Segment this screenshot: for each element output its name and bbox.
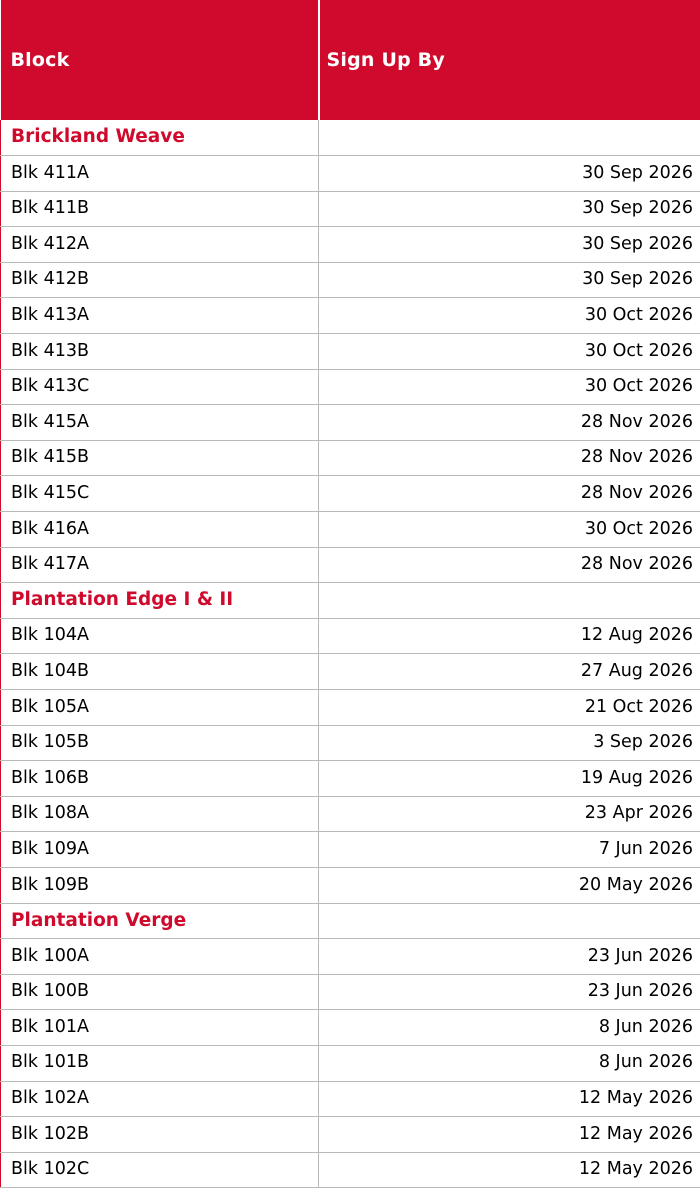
signup-by-date: 23 Apr 2026 [319,796,700,832]
block-name: Blk 411A [1,156,319,192]
table-row [1,440,700,476]
block-name: Blk 105A [1,690,319,726]
table-row [1,1045,700,1081]
signup-by-date: 8 Jun 2026 [319,1010,700,1046]
table-row [1,1010,700,1046]
signup-by-date: 8 Jun 2026 [319,1045,700,1081]
signup-by-date: 30 Sep 2026 [319,227,700,263]
table-row [1,405,700,441]
signup-by-date: 28 Nov 2026 [319,440,700,476]
signup-by-date: 3 Sep 2026 [319,725,700,761]
table-row [1,690,700,726]
block-name: Blk 102C [1,1152,319,1188]
signup-by-date [319,903,700,939]
block-name: Blk 106B [1,761,319,797]
table-row [1,939,700,975]
table-row [1,618,700,654]
table-row [1,796,700,832]
block-name: Blk 416A [1,512,319,548]
table-row [1,761,700,797]
signup-by-date: 12 May 2026 [319,1152,700,1188]
block-name: Blk 104B [1,654,319,690]
signup-by-date: 21 Oct 2026 [319,690,700,726]
block-name: Blk 411B [1,191,319,227]
signup-by-date: 12 May 2026 [319,1117,700,1153]
table-row [1,1081,700,1117]
signup-by-date: 30 Sep 2026 [319,156,700,192]
signup-by-date: 7 Jun 2026 [319,832,700,868]
table-row [1,156,700,192]
signup-by-date: 30 Oct 2026 [319,512,700,548]
signup-by-date [319,583,700,619]
table-row [1,262,700,298]
block-name: Blk 101B [1,1045,319,1081]
table-header-row [1,0,700,120]
block-name: Blk 413B [1,334,319,370]
block-name: Blk 109A [1,832,319,868]
signup-by-date: 23 Jun 2026 [319,974,700,1010]
block-name: Blk 415A [1,405,319,441]
block-name: Blk 417A [1,547,319,583]
table-row [1,227,700,263]
table-row [1,476,700,512]
signup-by-date [319,120,700,156]
column-header-block: Block [1,0,319,120]
signup-by-date: 30 Sep 2026 [319,262,700,298]
table-row [1,298,700,334]
block-name: Blk 415B [1,440,319,476]
signup-by-date: 30 Sep 2026 [319,191,700,227]
table-header [1,0,700,120]
table-row [1,1152,700,1188]
signup-by-date: 23 Jun 2026 [319,939,700,975]
table-row [1,974,700,1010]
table-group-row [1,120,700,156]
signup-by-date: 30 Oct 2026 [319,298,700,334]
block-name: Blk 100B [1,974,319,1010]
table-row [1,547,700,583]
signup-by-date: 28 Nov 2026 [319,547,700,583]
block-name: Blk 109B [1,867,319,903]
signup-by-date: 12 Aug 2026 [319,618,700,654]
block-name: Blk 100A [1,939,319,975]
block-name: Blk 413A [1,298,319,334]
table-row [1,832,700,868]
block-name: Blk 108A [1,796,319,832]
block-name: Blk 413C [1,369,319,405]
table-row [1,512,700,548]
table-row [1,725,700,761]
table-row [1,867,700,903]
block-name: Blk 104A [1,618,319,654]
signup-by-date: 28 Nov 2026 [319,405,700,441]
signup-by-date: 27 Aug 2026 [319,654,700,690]
block-name: Blk 102B [1,1117,319,1153]
signup-by-date: 28 Nov 2026 [319,476,700,512]
signup-by-date: 12 May 2026 [319,1081,700,1117]
table-group-row [1,903,700,939]
block-name: Blk 101A [1,1010,319,1046]
block-name: Blk 102A [1,1081,319,1117]
block-name: Blk 412B [1,262,319,298]
table-group-row [1,583,700,619]
table-row [1,369,700,405]
group-label: Plantation Verge [1,903,319,939]
table-row [1,191,700,227]
group-label: Brickland Weave [1,120,319,156]
table-body [1,120,700,1188]
signup-by-date: 30 Oct 2026 [319,369,700,405]
group-label: Plantation Edge I & II [1,583,319,619]
signup-by-date: 30 Oct 2026 [319,334,700,370]
table-row [1,1117,700,1153]
column-header-signup-by: Sign Up By [319,0,700,120]
block-name: Blk 415C [1,476,319,512]
table-row [1,654,700,690]
block-name: Blk 412A [1,227,319,263]
table-row [1,334,700,370]
signup-by-date: 20 May 2026 [319,867,700,903]
signup-by-date: 19 Aug 2026 [319,761,700,797]
block-name: Blk 105B [1,725,319,761]
